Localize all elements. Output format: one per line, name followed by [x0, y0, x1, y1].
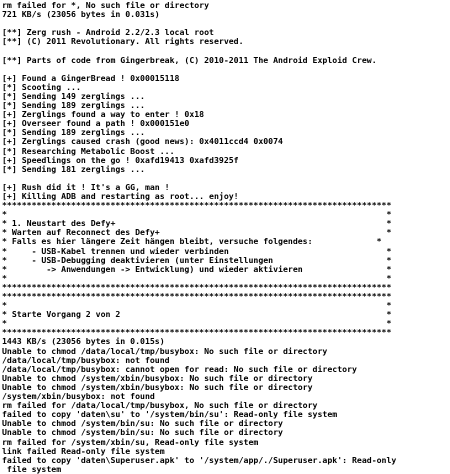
console-line: rm failed for /system/xbin/su, Read-only file system — [2, 436, 259, 447]
console-line: Unable to chmod /system/bin/su: No such file or directory — [2, 427, 283, 438]
console-line: rm failed for *, No such file or directory — [2, 0, 210, 10]
console-line: [+] Killing ADB and restarting as root... enjoy! — [2, 190, 239, 201]
console-line: * * — [2, 318, 392, 329]
console-line: * 1. Neustart des Defy+ * — [2, 218, 392, 229]
console-line: link failed Read-only file system — [2, 445, 165, 456]
console-line: Unable to chmod /system/xbin/busybox: No such file or directory — [2, 372, 313, 383]
console-line: * - USB-Debugging deaktivieren (unter Einstellungen * — [2, 254, 392, 265]
console-line: [**] Zerg rush - Android 2.2/2.3 local root — [2, 27, 214, 38]
console-line: ******************************************************************************* — [2, 327, 392, 338]
console-line: 721 KB/s (23056 bytes in 0.031s) — [2, 9, 160, 20]
console-line: [*] Scooting ... — [2, 81, 81, 92]
console-line: [*] Sending 189 zerglings ... — [2, 100, 145, 111]
console-line: ******************************************************************************* — [2, 291, 392, 301]
console-line: rm failed for /data/local/tmp/busybox, No such file or directory — [2, 400, 318, 411]
console-line: * * — [2, 209, 392, 220]
console-line: ******************************************************************************* — [2, 200, 392, 211]
console-line: /data/local/tmp/busybox: not found — [2, 354, 170, 365]
console-line: Unable to chmod /system/bin/su: No such file or directory — [2, 418, 283, 429]
console-line: [+] Speedlings on the go ! 0xafd19413 0xafd3925f — [2, 154, 239, 165]
console-line: file system — [2, 463, 62, 474]
console-line: [+] Zerglings found a way to enter ! 0x18 — [2, 109, 205, 120]
console-line: * Starte Vorgang 2 von 2 * — [2, 309, 392, 320]
console-line: 1443 KB/s (23056 bytes in 0.015s) — [2, 336, 165, 347]
console-line: Unable to chmod /data/local/tmp/busybox: No such file or directory — [2, 345, 328, 356]
console-line: * -> Anwendungen -> Entwicklung) und wieder aktivieren * — [2, 263, 392, 274]
console-line: /data/local/tmp/busybox: cannot open for read: No such file or directory — [2, 363, 357, 374]
console-line: /system/xbin/busybox: not found — [2, 391, 155, 402]
console-line: failed to copy 'daten\Superuser.apk' to '/system/app/./Superuser.apk': Read-only — [2, 454, 397, 465]
console-line: [+] Overseer found a path ! 0x000151e0 — [2, 118, 190, 129]
console-line: [**] Parts of code from Gingerbreak, (C) 2010-2011 The Android Exploid Crew. — [2, 54, 377, 65]
console-line: * Warten auf Reconnect des Defy+ * — [2, 227, 392, 238]
console-line: [+] Rush did it ! It's a GG, man ! — [2, 181, 170, 192]
console-line: [*] Researching Metabolic Boost ... — [2, 145, 175, 156]
console-line: [*] Sending 189 zerglings ... — [2, 127, 145, 138]
console-line: [*] Sending 149 zerglings ... — [2, 90, 145, 101]
console-line: Unable to chmod /system/xbin/busybox: No such file or directory — [2, 381, 313, 392]
console-line: [**] (C) 2011 Revolutionary. All rights reserved. — [2, 36, 244, 47]
console-line: ******************************************************************************* — [2, 281, 392, 292]
console-line: [+] Zerglings caused crash (good news): 0x4011ccd4 0x0074 — [2, 136, 283, 147]
console-line: * - USB-Kabel trennen und wieder verbinden * — [2, 245, 392, 256]
console-line: * * — [2, 300, 392, 311]
console-line: * * — [2, 272, 392, 283]
console-line: failed to copy 'daten\su' to '/system/bin/su': Read-only file system — [2, 409, 338, 420]
console-line: [*] Sending 181 zerglings ... — [2, 163, 145, 174]
console-line: [+] Found a GingerBread ! 0x00015118 — [2, 72, 180, 83]
console-line: * Falls es hier längere Zeit hängen bleibt, versuche folgendes: * — [2, 236, 382, 247]
